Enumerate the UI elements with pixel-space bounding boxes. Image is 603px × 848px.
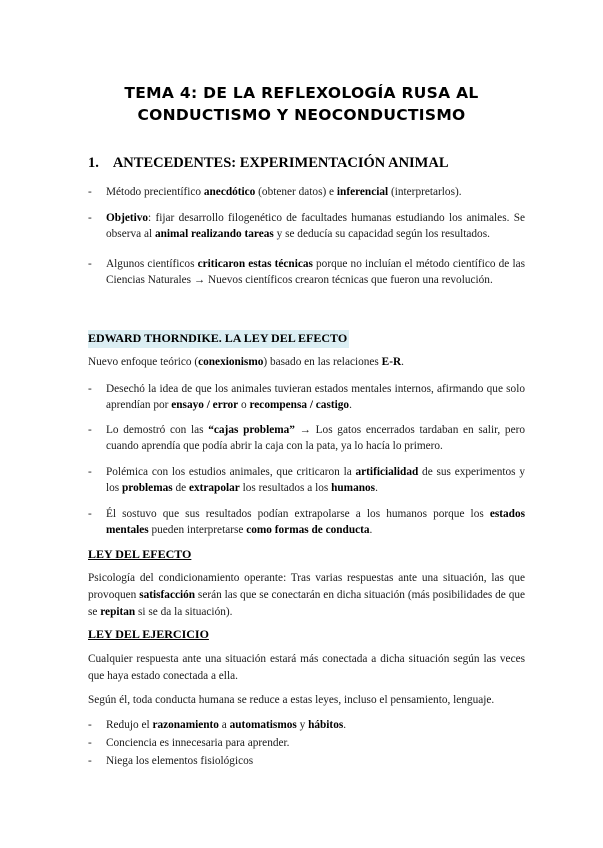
list-item bbox=[88, 717, 525, 733]
bullet: - bbox=[88, 508, 92, 520]
bold-text: recompensa / castigo bbox=[249, 399, 350, 411]
bullet: - bbox=[88, 737, 92, 749]
bold-text: estados mentales bbox=[106, 508, 525, 536]
bold-text: artificialidad bbox=[355, 466, 419, 478]
bold-text: hábitos bbox=[308, 719, 344, 731]
bullet: - bbox=[88, 424, 92, 436]
text: Nuevo enfoque teórico ( bbox=[88, 356, 199, 368]
text: si se da la situación). bbox=[135, 606, 233, 618]
list-item bbox=[88, 506, 525, 538]
text: . bbox=[369, 524, 373, 536]
paragraph-conducta: Según él, toda conducta humana se reduce a estas leyes, incluso el pensamiento, lenguaje. bbox=[88, 694, 495, 706]
list-item bbox=[88, 256, 525, 288]
text: Niega los elementos fisiológicos bbox=[106, 755, 254, 767]
list-item bbox=[88, 735, 525, 751]
text: (interpretarlos). bbox=[388, 186, 462, 198]
text: : fijar desarrollo filogenético de facultades humanas estudiando los animales. Se observa al bbox=[106, 212, 525, 240]
text: ) basado en las relaciones bbox=[263, 356, 382, 368]
text: Polémica con los estudios animales, que criticaron la bbox=[106, 466, 356, 478]
section-heading-ley-efecto: LEY DEL EFECTO bbox=[88, 547, 192, 561]
text: Conciencia es innecesaria para aprender. bbox=[106, 737, 290, 749]
text: . bbox=[401, 356, 404, 368]
text: serán las que se conectarán en dicha situación (más posibilidades de que se bbox=[88, 589, 525, 618]
text: Desechó la idea de que los animales tuvieran estados mentales internos, afirmando que solo aprendían por bbox=[106, 383, 525, 411]
bold-text: “cajas problema” bbox=[208, 424, 295, 436]
bold-text: criticaron estas técnicas bbox=[197, 258, 313, 270]
text: Redujo el bbox=[106, 719, 153, 731]
text: Algunos científicos bbox=[106, 258, 198, 270]
list-item bbox=[88, 753, 525, 769]
text: porque no incluían el método científico de las Ciencias Naturales → Nuevos científicos crearon técnicas que fueron una revolución. bbox=[106, 258, 525, 286]
list-item bbox=[88, 464, 525, 496]
page-title-line-1: TEMA 4: DE LA REFLEXOLOGÍA RUSA AL bbox=[124, 84, 479, 102]
bullet: - bbox=[88, 719, 92, 731]
text: los resultados a los bbox=[239, 482, 332, 494]
text: de bbox=[172, 482, 189, 494]
section-heading-antecedentes bbox=[88, 155, 449, 172]
bullet: - bbox=[88, 466, 92, 478]
bold-text: como formas de conducta bbox=[246, 524, 370, 536]
text: → Los gatos encerrados tardaban en salir, pero cuando aprendía que podía abrir la caja con la pata, ya lo hacía lo primero. bbox=[106, 424, 525, 452]
bold-text: inferencial bbox=[336, 186, 389, 198]
list-item bbox=[88, 210, 525, 242]
bullet: - bbox=[88, 755, 92, 767]
bold-text: humanos bbox=[331, 482, 376, 494]
bold-text: repitan bbox=[100, 606, 136, 618]
text: y bbox=[296, 719, 309, 731]
bold-text: ensayo / error bbox=[171, 399, 239, 411]
text: Lo demostró con las bbox=[106, 424, 209, 436]
section-number: 1. bbox=[88, 155, 99, 171]
text: (obtener datos) e bbox=[255, 186, 337, 198]
bold-text: animal realizando tareas bbox=[154, 228, 274, 240]
bold-text: problemas bbox=[122, 482, 173, 494]
bold-text: razonamiento bbox=[152, 719, 219, 731]
bullet: - bbox=[88, 212, 92, 224]
text: y se deducía su capacidad según los resultados. bbox=[273, 228, 490, 240]
bold-text: conexionismo bbox=[198, 356, 264, 368]
bold-text: satisfacción bbox=[139, 589, 196, 601]
text: Psicología del condicionamiento operante: Tras varias respuestas ante una situación, las que provoquen bbox=[88, 572, 525, 601]
bold-text: E-R bbox=[381, 356, 402, 368]
bullet: - bbox=[88, 258, 92, 270]
page-title-line-2: CONDUCTISMO Y NEOCONDUCTISMO bbox=[137, 106, 466, 124]
bold-text: anecdótico bbox=[203, 186, 256, 198]
bullet: - bbox=[88, 383, 92, 395]
bold-text: Objetivo bbox=[106, 212, 149, 224]
text: . bbox=[349, 399, 352, 411]
text: a bbox=[218, 719, 230, 731]
section-heading-ley-ejercicio: LEY DEL EJERCICIO bbox=[88, 627, 209, 641]
bullet: - bbox=[88, 186, 92, 198]
paragraph-ley-ejercicio: Cualquier respuesta ante una situación estará más conectada a dicha situación según las veces que haya estado conectada a ella. bbox=[88, 653, 525, 682]
text: . bbox=[375, 482, 378, 494]
text: Método precientífico bbox=[106, 186, 204, 198]
text: pueden interpretarse bbox=[148, 524, 247, 536]
paragraph-ley-efecto bbox=[88, 570, 525, 621]
section-heading-text: ANTECEDENTES: EXPERIMENTACIÓN ANIMAL bbox=[112, 155, 449, 171]
list-item bbox=[88, 381, 525, 413]
bold-text: automatismos bbox=[229, 719, 297, 731]
paragraph-intro bbox=[88, 354, 525, 371]
section-heading-thorndike: EDWARD THORNDIKE. LA LEY DEL EFECTO bbox=[88, 330, 349, 348]
text: . bbox=[343, 719, 347, 731]
list-item bbox=[88, 422, 525, 454]
text: Él sostuvo que sus resultados podían extrapolarse a los humanos porque los bbox=[106, 508, 490, 520]
text: de sus experimentos y los bbox=[106, 466, 525, 494]
list-item bbox=[88, 184, 525, 200]
bold-text: extrapolar bbox=[188, 482, 240, 494]
text: o bbox=[238, 399, 250, 411]
